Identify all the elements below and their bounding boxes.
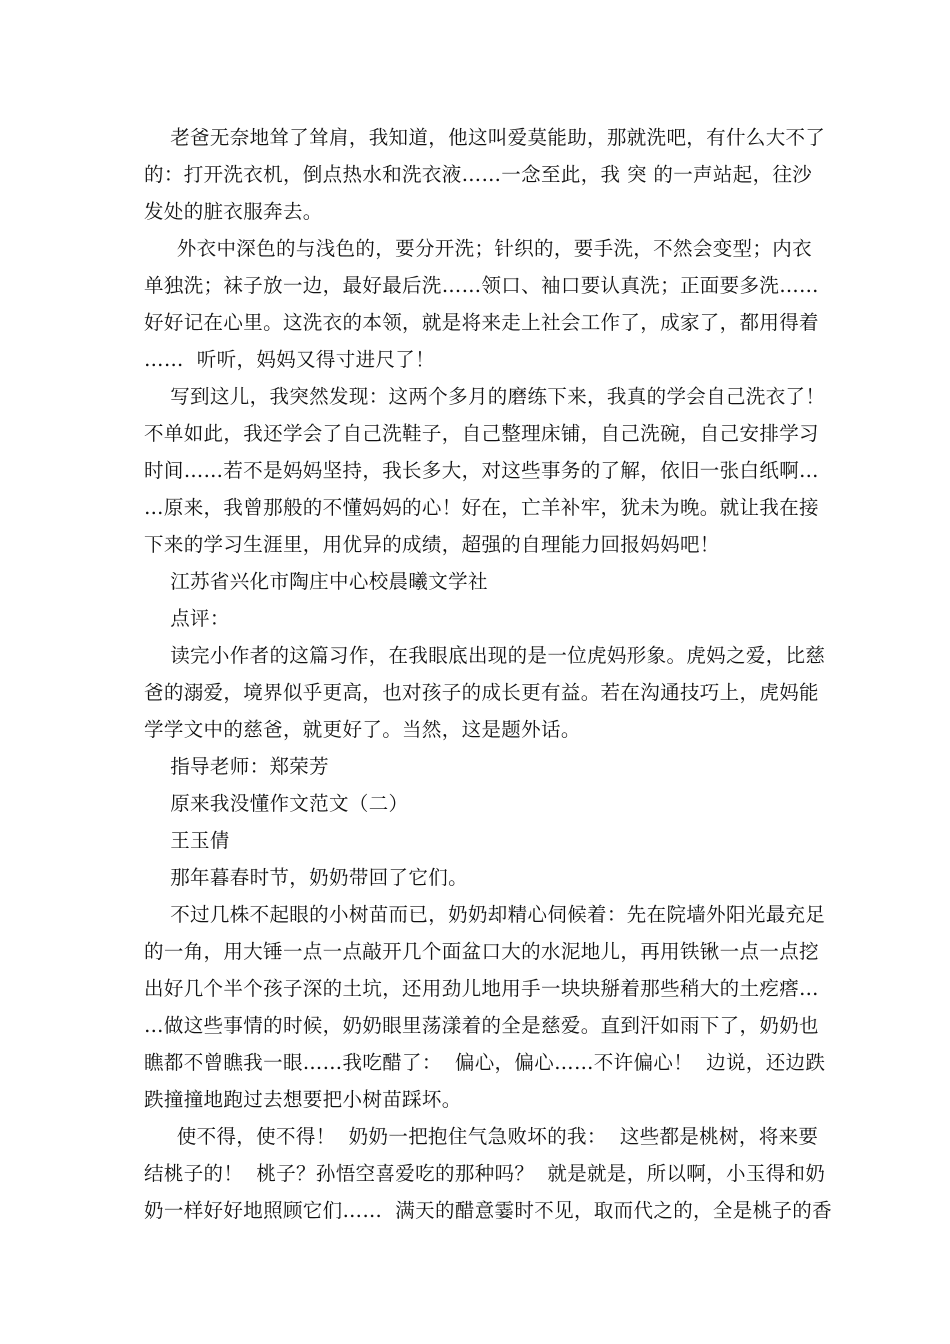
text-line: 不单如此，我还学会了自己洗鞋子，自己整理床铺，自己洗碗，自己安排学习 xyxy=(144,422,819,445)
text-line: 那年暮春时节，奶奶带回了它们。 xyxy=(144,866,468,889)
text-line: 原来我没懂作文范文（二） xyxy=(144,792,409,815)
text-line: 指导老师：郑荣芳 xyxy=(144,755,329,778)
text-line: 点评： xyxy=(144,607,230,630)
text-line: 跌撞撞地跑过去想要把小树苗踩坏。 xyxy=(144,1088,462,1111)
text-line: 的一角，用大锤一点一点敲开几个面盆口大的水泥地儿，再用铁锹一点一点挖 xyxy=(144,940,819,963)
text-line: 江苏省兴化市陶庄中心校晨曦文学社 xyxy=(144,570,488,593)
text-line: 外衣中深色的与浅色的，要分开洗；针织的，要手洗，不然会变型；内衣 xyxy=(144,237,812,260)
text-line: 下来的学习生涯里，用优异的成绩，超强的自理能力回报妈妈吧！ xyxy=(144,533,720,556)
text-line: 使不得，使不得！ 奶奶一把抱住气急败坏的我： 这些都是桃树，将来要 xyxy=(144,1125,819,1148)
text-line: 出好几个半个孩子深的土坑，还用劲儿地用手一块块掰着那些稍大的土疙瘩… xyxy=(144,977,819,1000)
text-line: 写到这儿，我突然发现：这两个多月的磨练下来，我真的学会自己洗衣了！ xyxy=(144,385,826,408)
text-line: 不过几株不起眼的小树苗而已，奶奶却精心伺候着：先在院墙外阳光最充足 xyxy=(144,903,826,926)
text-line: 好好记在心里。这洗衣的本领，就是将来走上社会工作了，成家了，都用得着 xyxy=(144,311,819,334)
text-line: 发处的脏衣服奔去。 xyxy=(144,200,323,223)
text-line: 爸的溺爱，境界似乎更高，也对孩子的成长更有益。若在沟通技巧上，虎妈能 xyxy=(144,681,819,704)
text-line: …… 听听，妈妈又得寸进尺了！ xyxy=(144,348,435,371)
text-line: 奶一样好好地照顾它们…… 满天的醋意霎时不见，取而代之的，全是桃子的香 xyxy=(144,1199,832,1222)
text-line: 单独洗；袜子放一边，最好最后洗……领口、袖口要认真洗；正面要多洗…… xyxy=(144,274,819,297)
text-line: 的：打开洗衣机，倒点热水和洗衣液……一念至此，我 突 的一声站起，往沙 xyxy=(144,163,813,186)
text-line: 时间……若不是妈妈坚持，我长多大，对这些事务的了解，依旧一张白纸啊… xyxy=(144,459,819,482)
text-line: 王玉倩 xyxy=(144,829,230,852)
text-line: 学学文中的慈爸，就更好了。当然，这是题外话。 xyxy=(144,718,581,741)
text-line: …原来，我曾那般的不懂妈妈的心！好在，亡羊补牢，犹未为晚。就让我在接 xyxy=(144,496,819,519)
text-line: …做这些事情的时候，奶奶眼里荡漾着的全是慈爱。直到汗如雨下了，奶奶也 xyxy=(144,1014,819,1037)
text-line: 结桃子的！ 桃子？孙悟空喜爱吃的那种吗？ 就是就是，所以啊，小玉得和奶 xyxy=(144,1162,826,1185)
text-line: 瞧都不曾瞧我一眼……我吃醋了： 偏心，偏心……不许偏心！ 边说，还边跌 xyxy=(144,1051,826,1074)
text-line: 读完小作者的这篇习作，在我眼底出现的是一位虎妈形象。虎妈之爱，比慈 xyxy=(144,644,826,667)
text-line: 老爸无奈地耸了耸肩，我知道，他这叫爱莫能助，那就洗吧，有什么大不了 xyxy=(144,126,826,149)
